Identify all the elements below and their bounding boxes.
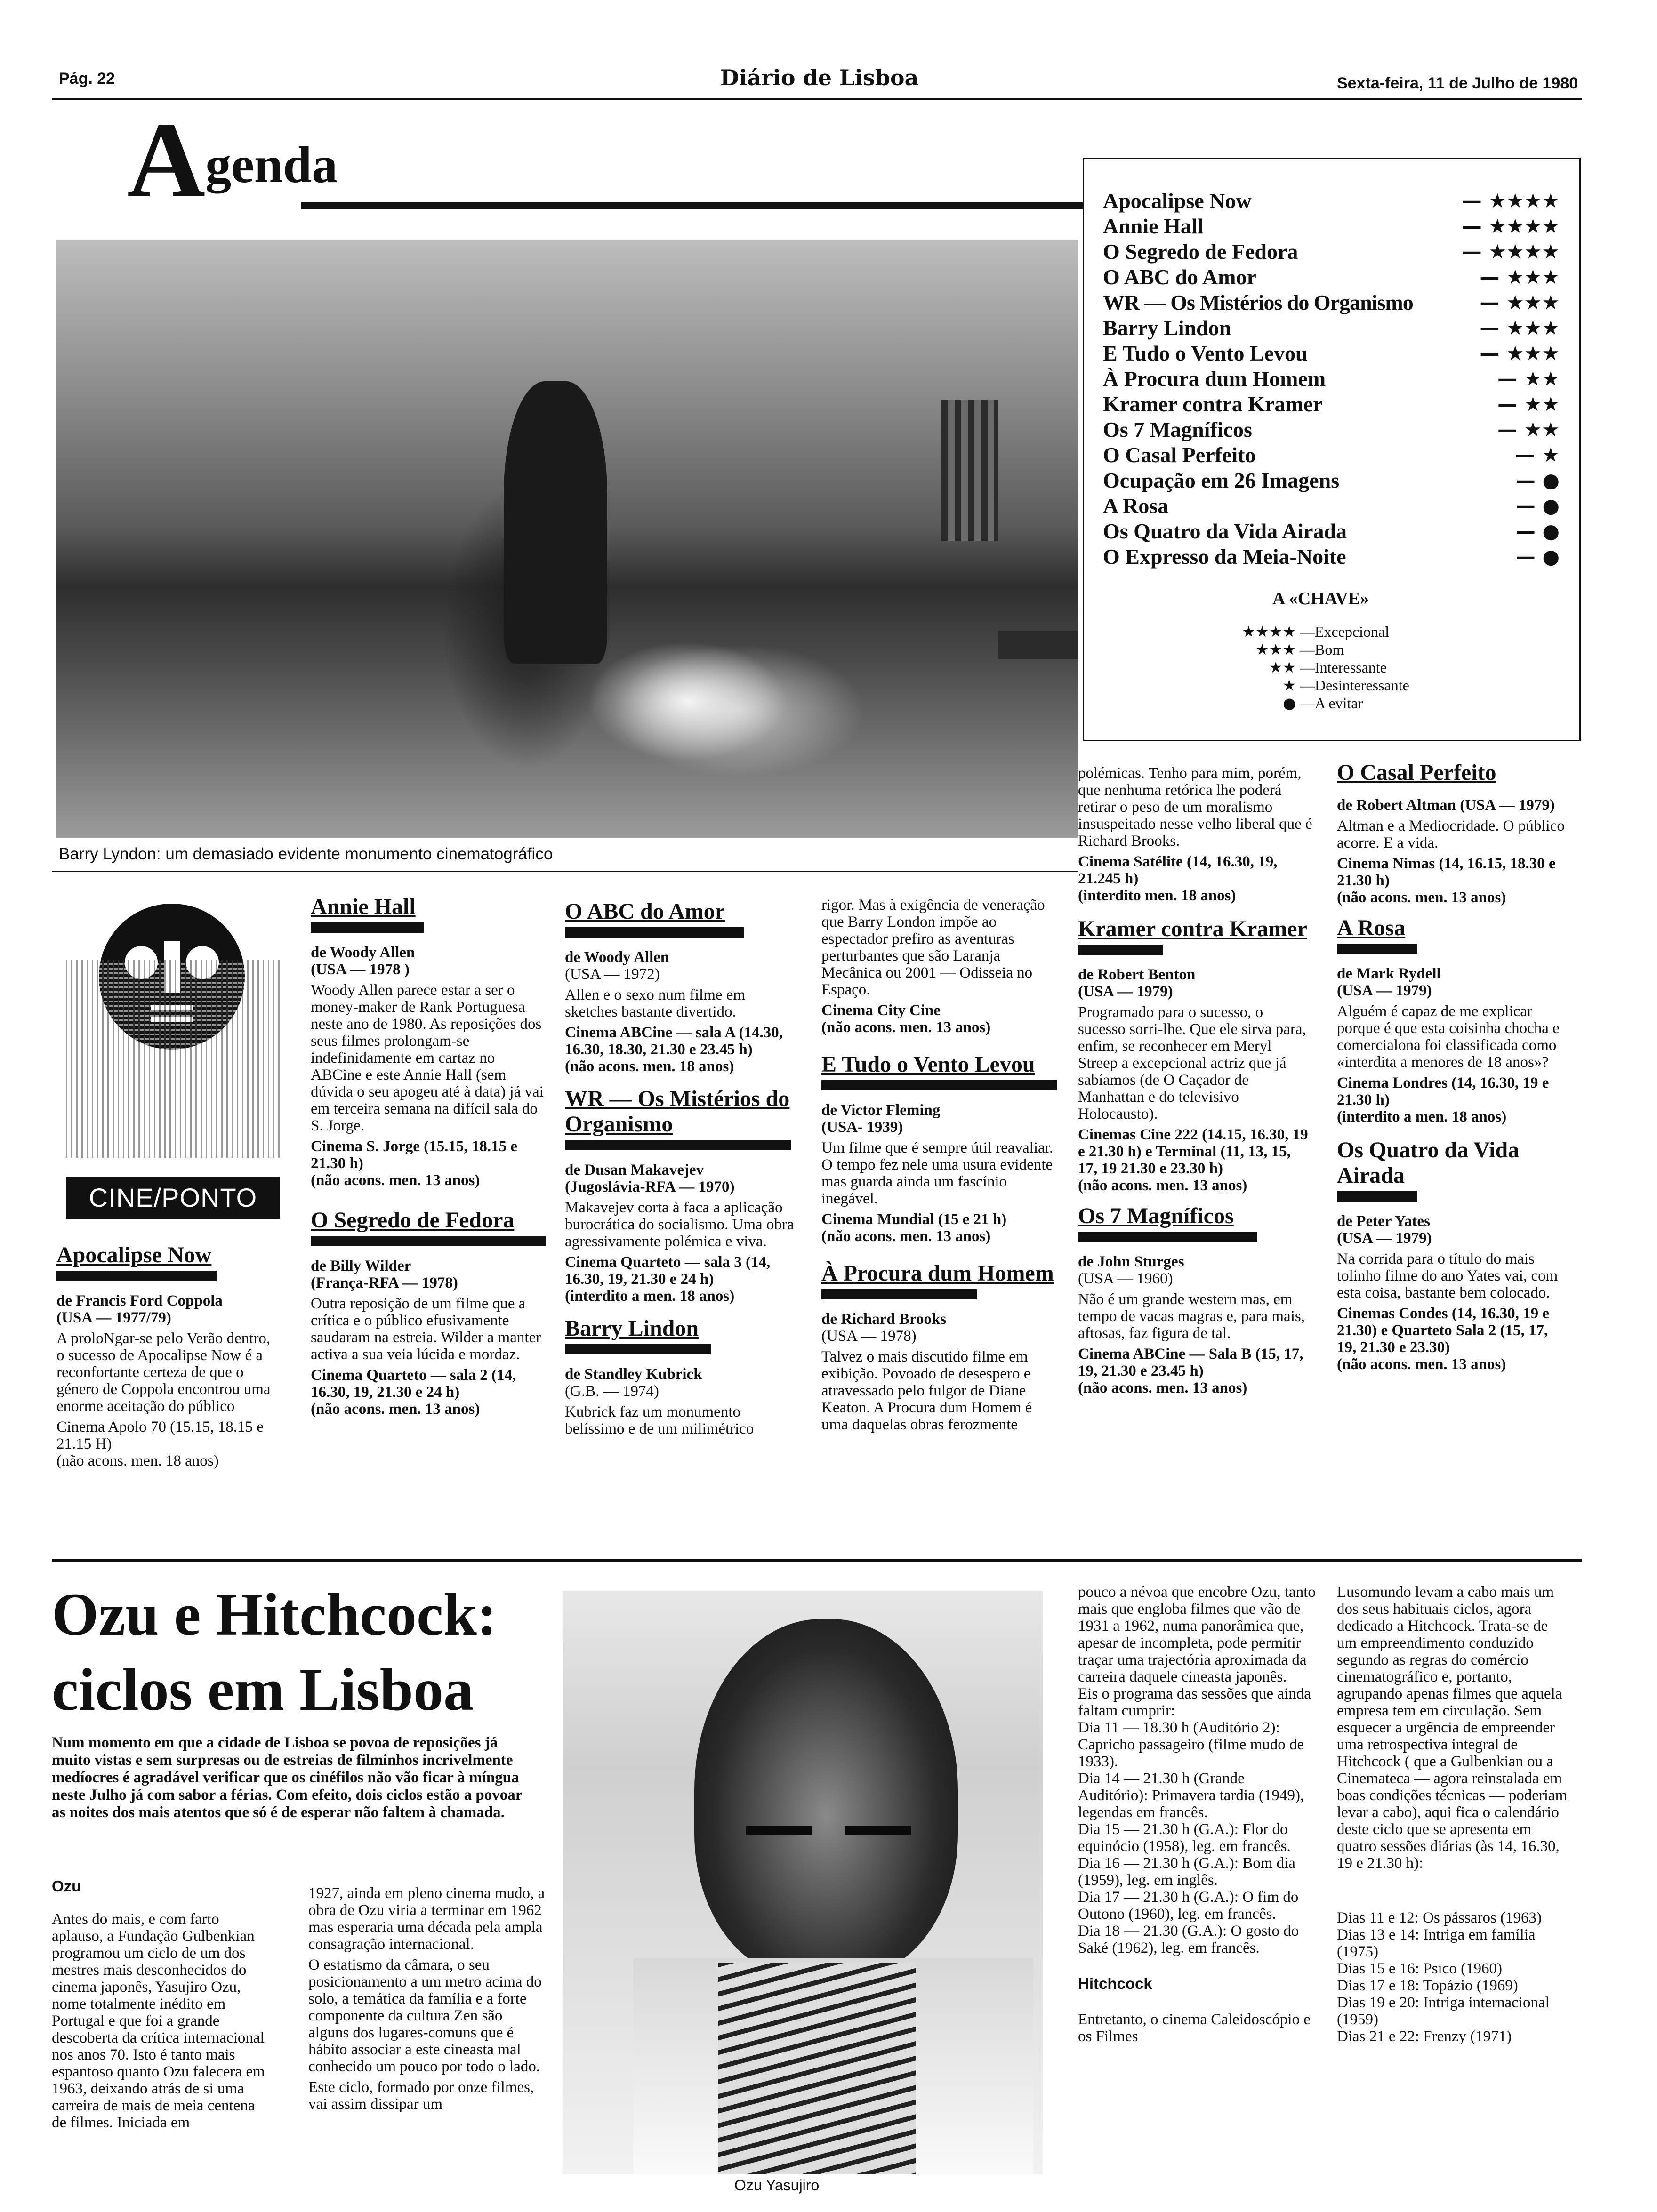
movie-title: A Rosa [1337, 915, 1406, 940]
review-text: Um filme que é sempre útil reavaliar. O tempo fez nele uma usura evidente mas guarda ainda um fascínio inegável. [821, 1139, 1054, 1207]
title-rule [301, 202, 1083, 209]
barry-lyndon-photo [56, 240, 1078, 838]
movie-title: O Casal Perfeito [1337, 760, 1496, 785]
movie-title: E Tudo o Vento Levou [821, 1052, 1035, 1077]
director: de Woody Allen (USA — 1978 ) [311, 944, 415, 978]
ratings-box: Apocalipse Now — ★★★★ Annie Hall — ★★★★ O Segredo de Fedora — ★★★★ O ABC do Amor — ★★★ WR — Os Mistérios do Organismo — ★★★ Barry Lindon — ★★★ E Tudo o Vento Levou — ★★★ À Procura dum Homem — ★★ Kramer contra Kramer — ★★ Os 7 Magníficos — ★★ O Casal Perfeito — ★ Ocupação em 26 Imagens — ● A Rosa — ● Os Quatro da Vida Airada — ● O Expresso da Meia-Noite — ● A «CHAVE» ★★★★ —Excepcional ★★★ —Bom ★★ —Interessante ★ —Desinteressante ● —A evitar [1083, 158, 1581, 741]
masthead: Diário de Lisboa [720, 65, 919, 90]
title-bar [565, 927, 744, 938]
schedule: Cinema S. Jorge (15.15, 18.15 e 21.30 h) (não acons. men. 13 anos) [311, 1138, 518, 1189]
schedule: Cinema Quarteto — sala 3 (14, 16.30, 19, 21.30 e 24 h) (interdito a men. 18 anos) [565, 1254, 771, 1305]
review-text: Woody Allen parece estar a ser o money-maker de Rank Portuguesa neste ano de 1980. As reposições dos seus filmes prolongam-se indefinidamente em cartaz no ABCine e este Annie Hall (sem dúvida o seu apogeu até à data) já vai em terceira semana na difícil sala do S. Jorge. [311, 982, 544, 1134]
schedule: Cinema Mundial (15 e 21 h) (não acons. men. 13 anos) [821, 1211, 1007, 1245]
subhead-ozu: Ozu [52, 1877, 81, 1895]
caption-rule [52, 871, 1078, 872]
article-col3 [1078, 1584, 1316, 2049]
title-bar [1078, 945, 1163, 955]
schedule: Cinema Londres (14, 16.30, 19 e 21.30 h) (interdito a men. 18 anos) [1337, 1074, 1549, 1125]
schedule: Cinemas Condes (14, 16.30, 19 e 21.30) e Quarteto Sala 2 (15, 17, 19, 21.30 e 23.30) (não acons. men. 13 anos) [1337, 1305, 1549, 1373]
article-text: O estatismo da câmara, o seu posicionamento a um metro acima do solo, a temática da família e a forte componente da cultura Zen são alguns dos lugares-comuns que é hábito associar a este cineasta mal conhecido um pouco por todo o lado. [308, 1956, 542, 2075]
title-bar [56, 1271, 217, 1281]
movie-title: Apocalipse Now [56, 1242, 212, 1267]
article-lead: Num momento em que a cidade de Lisboa se povoa de reposições já muito vistas e sem surpresas ou de estreias de filminhos incrivelmente medíocres é agradável verificar que os cinéfilos não vão ficar à míngua neste Julho já com sabor a férias. Com efeito, dois ciclos estão a povoar as noites dos mais atentos que só é de esperar não faltem à chamada. [52, 1734, 522, 1821]
program-item: Dia 14 — 21.30 h (Grande Auditório): Primavera tardia (1949), legendas em francês. [1078, 1770, 1304, 1821]
movie-title: Kramer contra Kramer [1078, 916, 1307, 941]
review-text: Makavejev corta à faca a aplicação burocrática do socialismo. Uma obra agressivamente polémica e viva. [565, 1199, 794, 1250]
section-title: Agenda [127, 100, 338, 220]
program-item: Dia 16 — 21.30 h (G.A.): Bom dia (1959), leg. em inglês. [1078, 1855, 1295, 1889]
review-text: Kubrick faz um monumento belíssimo e de um milimétrico [565, 1403, 754, 1437]
movie-title: Os 7 Magníficos [1078, 1203, 1234, 1228]
article-text: pouco a névoa que encobre Ozu, tanto mais que engloba filmes que vão de 1931 a 1962, numa panorâmica que, apesar de incompleta, pode permitir traçar uma trajectória aproximada da carreira daquele cineasta japonês. [1078, 1584, 1316, 1685]
section-divider [52, 1559, 1582, 1562]
cycle-date: Dias 19 e 20: Intriga internacional (1959) [1337, 1994, 1550, 2028]
article-text: Entretanto, o cinema Caleidoscópio e os Filmes [1078, 2011, 1311, 2045]
schedule: Cinema City Cine (não acons. men. 13 anos) [821, 1002, 991, 1036]
title-bar [821, 1080, 1057, 1090]
cycle-date: Dias 13 e 14: Intriga em família (1975) [1337, 1926, 1536, 1960]
article-col1 [52, 1878, 271, 2135]
schedule: Cinema Quarteto — sala 2 (14, 16.30, 19, 21.30 e 24 h) (não acons. men. 13 anos) [311, 1367, 516, 1418]
review-text: Programado para o sucesso, o sucesso sorri-lhe. Que ele sirva para, enfim, se reconhecer em Meryl Streep a excepcional actriz que já sabíamos (de O Caçador de Manhattan e do televisivo Holocausto). [1078, 1004, 1306, 1122]
article-text: Antes do mais, e com farto aplauso, a Fundação Gulbenkian programou um ciclo de um dos mestres mais desconhecidos do cinema japonês, Yasujiro Ozu, nome totalmente inédito em Portugal e que foi a grande descoberta da crítica internacional nos anos 70. Isto é tanto mais espantoso quanto Ozu falecera em 1963, deixando atrás de si uma carreira de mais de meia centena de filmes. Iniciada em [52, 1911, 265, 2131]
review-text: Allen e o sexo num filme em sketches bastante divertido. [565, 986, 746, 1020]
key-row: ★★★ —Bom [1255, 641, 1344, 658]
cineponto-dots-icon [66, 960, 280, 1158]
review-text: Outra reposição de um filme que a crítica e o público efusivamente saudaram na estreia. Wilder a manter activa a sua veia lúcida e mordaz. [311, 1295, 541, 1363]
review-text: Na corrida para o título do mais tolinho filme do ano Yates vai, com esta coisa, bastante bem colocado. [1337, 1250, 1558, 1301]
title-bar [565, 1344, 711, 1354]
subhead-hitchcock: Hitchcock [1078, 1975, 1152, 1992]
cineponto-badge: CINE/PONTO [66, 1177, 280, 1219]
title-bar [1078, 1232, 1257, 1242]
article-text: 1927, ainda em pleno cinema mudo, a obra de Ozu viria a terminar em 1962 mas esperaria uma década pela ampla consagração internacional. [308, 1885, 545, 1953]
title-bar [311, 1236, 546, 1246]
program-item: Dia 18 — 21.30 (G.A.): O gosto do Saké (1962), leg. em francês. [1078, 1923, 1299, 1956]
title-bar [821, 1289, 977, 1299]
director: de John Sturges (USA — 1960) [1078, 1253, 1184, 1287]
program-item: Dia 17 — 21.30 h (G.A.): O fim do Outono (1960), leg. em francês. [1078, 1889, 1299, 1923]
director: de Woody Allen (USA — 1972) [565, 949, 669, 983]
issue-date: Sexta-feira, 11 de Julho de 1980 [1337, 74, 1578, 92]
director: de Billy Wilder (França-RFA — 1978) [311, 1258, 458, 1291]
movie-title: Annie Hall [311, 894, 416, 919]
director: de Richard Brooks (USA — 1978) [821, 1311, 947, 1345]
cycle-date: Dias 11 e 12: Os pássaros (1963) [1337, 1909, 1542, 1926]
header-rule [52, 98, 1582, 100]
movie-title: O Segredo de Fedora [311, 1208, 515, 1233]
article-text: Este ciclo, formado por onze filmes, vai assim dissipar um [308, 2079, 534, 2113]
col-vento-procura [821, 897, 1057, 1437]
movie-title: Os Quatro da Vida Airada [1337, 1138, 1520, 1188]
cycle-date: Dias 15 e 16: Psico (1960) [1337, 1960, 1503, 1977]
director: de Francis Ford Coppola (USA — 1977/79) [56, 1292, 223, 1326]
title-bar [565, 1140, 791, 1150]
photo2-caption: Ozu Yasujiro [734, 2177, 820, 2194]
article-text: Eis o programa das sessões que ainda faltam cumprir: [1078, 1685, 1311, 1719]
key-row: ★★ —Interessante [1269, 658, 1387, 676]
cycle-date: Dias 21 e 22: Frenzy (1971) [1337, 2028, 1512, 2045]
director: de Victor Fleming (USA- 1939) [821, 1102, 941, 1136]
movie-title: À Procura dum Homem [821, 1261, 1054, 1286]
ozu-portrait-photo [563, 1591, 1043, 2174]
page-number: Pág. 22 [59, 70, 115, 88]
schedule: Cinema Nimas (14, 16.15, 18.30 e 21.30 h) (não acons. men. 13 anos) [1337, 855, 1556, 906]
movie-title: Barry Lindon [565, 1316, 699, 1341]
director: de Peter Yates (USA — 1979) [1337, 1213, 1432, 1247]
key-title: A «CHAVE» [1272, 589, 1369, 609]
article-col4 [1337, 1584, 1568, 2045]
review-text: Alguém é capaz de me explicar porque é que esta coisinha chocha e comercialona foi classificada como «interdita a menores de 18 anos»? [1337, 1003, 1560, 1071]
director: de Mark Rydell (USA — 1979) [1337, 965, 1441, 999]
key-row: ★★★★ —Excepcional [1242, 623, 1390, 641]
review-text: rigor. Mas à exigência de veneração que Barry London impõe ao espectador prefiro as aventuras perturbantes que são Laranja Mecânica ou 2001 — Odisseia no Espaço. [821, 897, 1045, 998]
col-apocalipse [56, 1238, 278, 1473]
col-casal-rosa-quatro [1337, 755, 1568, 1377]
title-bar [311, 922, 424, 933]
title-bar [1337, 1191, 1417, 1202]
key-row: ★ —Desinteressante [1282, 676, 1409, 694]
key-row: ● —A evitar [1283, 694, 1363, 712]
schedule: Cinema ABCine — sala A (14.30, 16.30, 18.30, 21.30 e 23.45 h) (não acons. men. 18 anos) [565, 1024, 783, 1075]
review-text: Altman e a Mediocridade. O público acorre. E a vida. [1337, 817, 1565, 851]
movie-title: WR — Os Mistérios do Organismo [565, 1086, 790, 1137]
review-text: Não é um grande western mas, em tempo de vacas magras e, para mais, aftosas, faz figura de tal. [1078, 1291, 1305, 1342]
col-abc-wr-barry [565, 894, 800, 1441]
director: de Robert Benton (USA — 1979) [1078, 966, 1196, 1000]
col-annie-fedora [311, 890, 546, 1421]
program-item: Dia 15 — 21.30 h (G.A.): Flor do equinócio (1958), leg. em francês. [1078, 1821, 1291, 1855]
schedule: Cinema ABCine — Sala B (15, 17, 19, 21.30 e 23.45 h) (não acons. men. 13 anos) [1078, 1346, 1303, 1396]
col-kramer-magnificos [1078, 765, 1313, 1400]
movie-title: O ABC do Amor [565, 899, 725, 924]
program-item: Dia 11 — 18.30 h (Auditório 2): Capricho passageiro (filme mudo de 1933). [1078, 1719, 1304, 1770]
review-text: A proloNgar-se pelo Verão dentro, o sucesso de Apocalipse Now é a reconfortante certeza de que o género de Coppola encontrou uma enorme aceitação do público [56, 1330, 271, 1415]
director: de Robert Altman (USA — 1979) [1337, 797, 1555, 814]
article-title: Ozu e Hitchcock: ciclos em Lisboa [52, 1581, 497, 1723]
schedule: Cinema Apolo 70 (15.15, 18.15 e 21.15 H) (não acons. men. 18 anos) [56, 1419, 264, 1469]
schedule: Cinemas Cine 222 (14.15, 16.30, 19 e 21.30 h) e Terminal (11, 13, 15, 17, 19 21.30 e 23.30 h) (não acons. men. 13 anos) [1078, 1126, 1308, 1194]
article-col2 [308, 1885, 546, 2116]
review-text: Talvez o mais discutido filme em exibição. Povoado de desespero e atravessado pelo fulgor de Diane Keaton. A Procura dum Homem é uma daquelas obras ferozmente [821, 1348, 1032, 1433]
cycle-date: Dias 17 e 18: Topázio (1969) [1337, 1977, 1518, 1994]
schedule: Cinema Satélite (14, 16.30, 19, 21.245 h) (interdito men. 18 anos) [1078, 853, 1278, 904]
review-text: polémicas. Tenho para mim, porém, que nenhuma retórica lhe poderá retirar o peso de um moralismo insuspeitado nesse velho liberal que é Richard Brooks. [1078, 765, 1312, 850]
article-text: Lusomundo levam a cabo mais um dos seus habituais ciclos, agora dedicado a Hitchcock. Trata-se de um empreendimento conduzido segundo as regras do comércio cinematográfico e, portanto, agrupando apenas filmes que aquela empresa tem em circulação. Sem esquecer a urgência de empreender uma retrospectiva integral de Hitchcock ( que a Gulbenkian ou a Cinemateca — agora reinstalada em boas condições técnicas — poderiam levar a cabo), aqui fica o calendário deste ciclo que se apresenta em quatro sessões diárias (às 14, 16.30, 19 e 21.30 h): [1337, 1584, 1568, 1872]
director: de Standley Kubrick (G.B. — 1974) [565, 1366, 702, 1400]
director: de Dusan Makavejev (Jugoslávia-RFA — 1970) [565, 1162, 735, 1195]
photo1-caption: Barry Lyndon: um demasiado evidente monumento cinematográfico [59, 845, 553, 863]
title-bar [1337, 944, 1417, 954]
